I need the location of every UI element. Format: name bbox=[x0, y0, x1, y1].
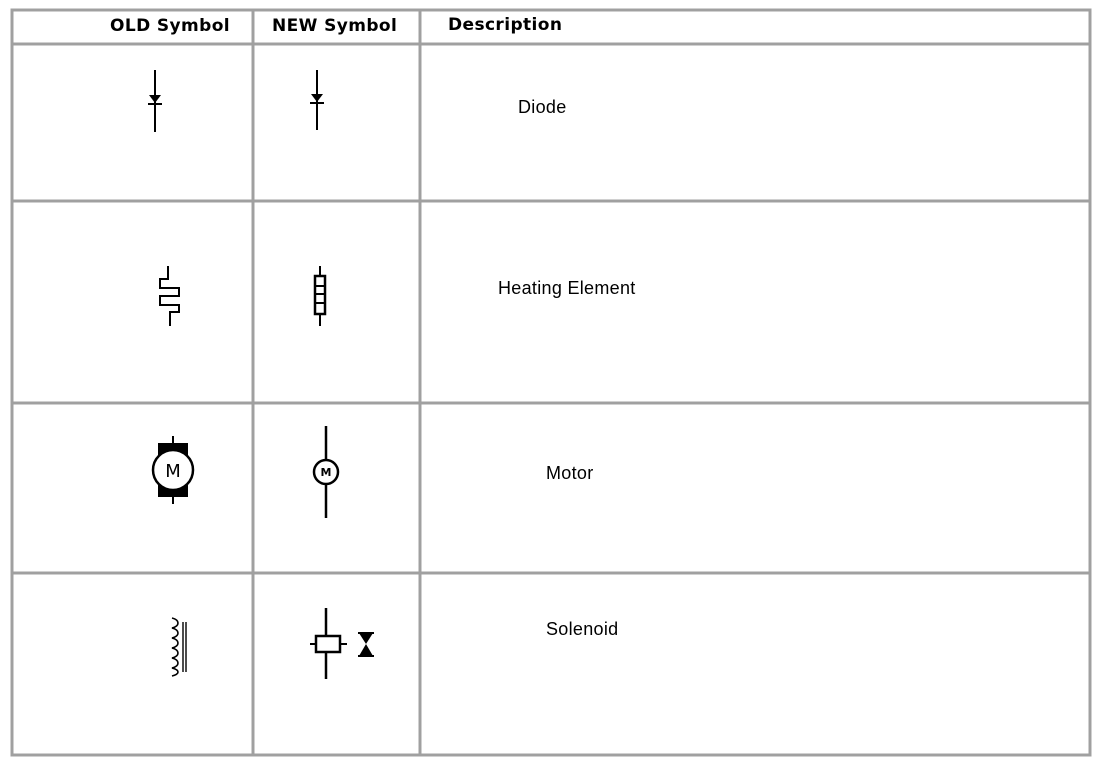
motor-new-icon bbox=[306, 424, 346, 520]
row-description-heating-element: Heating Element bbox=[498, 278, 636, 298]
motor-new-letter: M bbox=[320, 466, 332, 479]
motor-old-icon bbox=[146, 434, 200, 506]
header-description: Description bbox=[448, 15, 563, 35]
diode-old-icon bbox=[140, 68, 170, 136]
heating-element-old-icon bbox=[150, 264, 186, 330]
row-description-motor: Motor bbox=[546, 463, 594, 483]
header-new-symbol: NEW Symbol bbox=[272, 16, 398, 36]
row-description-diode: Diode bbox=[518, 97, 567, 117]
solenoid-old-icon bbox=[166, 616, 192, 678]
header-old-symbol: OLD Symbol bbox=[110, 16, 231, 36]
solenoid-new-icon bbox=[306, 606, 378, 682]
heating-element-new-icon bbox=[308, 264, 332, 328]
row-description-solenoid: Solenoid bbox=[546, 619, 619, 639]
diode-new-icon bbox=[302, 68, 332, 134]
motor-old-letter: M bbox=[165, 461, 181, 482]
